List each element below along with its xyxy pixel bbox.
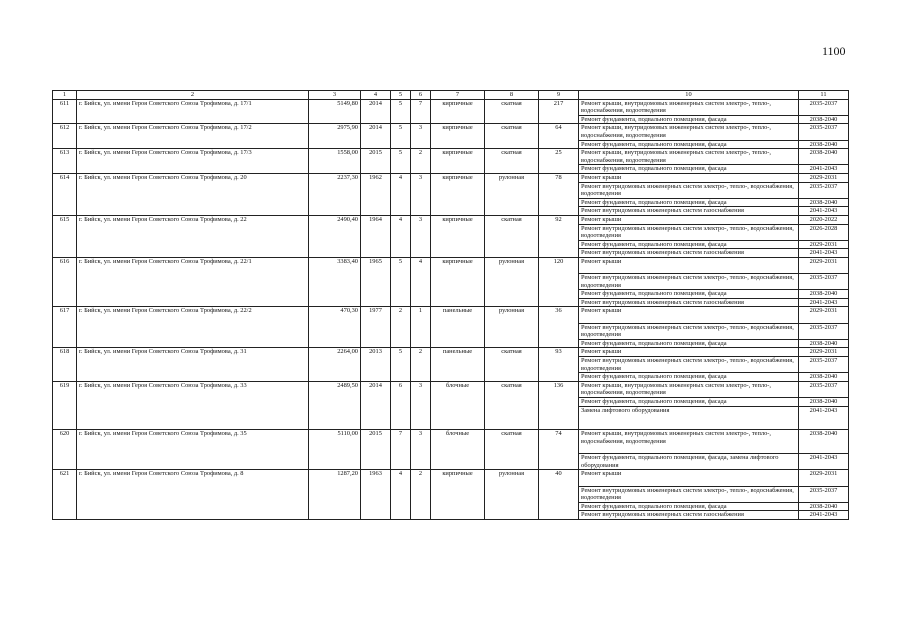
table-row bbox=[53, 470, 849, 486]
wall-material: кирпичные bbox=[431, 149, 485, 174]
build-year: 1977 bbox=[361, 307, 391, 348]
address: г. Бийск, ул. имени Героя Советского Союза Трофимова, д. 31 bbox=[77, 348, 309, 381]
work-period: 2029-2031 bbox=[799, 307, 849, 323]
build-year: 2014 bbox=[361, 99, 391, 124]
work-period: 2041-2043 bbox=[799, 207, 849, 216]
address: г. Бийск, ул. имени Героя Советского Союза Трофимова, д. 22/1 bbox=[77, 257, 309, 307]
table-row bbox=[53, 215, 849, 224]
work-type: Ремонт крыши bbox=[579, 348, 799, 357]
total-area: 470,30 bbox=[309, 307, 361, 348]
work-type: Ремонт крыши, внутридомовых инженерных систем электро-, тепло-, водоснабжения, водоотведения bbox=[579, 381, 799, 397]
resident-count: 40 bbox=[539, 470, 579, 520]
work-period: 2026-2028 bbox=[799, 224, 849, 240]
work-type: Ремонт крыши bbox=[579, 173, 799, 182]
build-year: 1965 bbox=[361, 257, 391, 307]
entrance-count: 3 bbox=[411, 124, 431, 149]
work-period: 2038-2040 bbox=[799, 502, 849, 511]
work-type: Ремонт фундамента, подвального помещения, фасада bbox=[579, 339, 799, 348]
work-type: Ремонт внутридомовых инженерных систем газоснабжения bbox=[579, 298, 799, 307]
roof-type: рулонная bbox=[485, 307, 539, 348]
work-period: 2029-2031 bbox=[799, 470, 849, 486]
work-type: Ремонт внутридомовых инженерных систем электро-, тепло-, водоснабжения, водоотведения bbox=[579, 486, 799, 502]
floor-count: 5 bbox=[391, 149, 411, 174]
work-type: Ремонт внутридомовых инженерных систем электро-, тепло-, водоснабжения, водоотведения bbox=[579, 182, 799, 198]
work-period: 2038-2040 bbox=[799, 115, 849, 124]
roof-type: скатная bbox=[485, 124, 539, 149]
roof-type: рулонная bbox=[485, 257, 539, 307]
table-row bbox=[53, 173, 849, 182]
work-period: 2035-2037 bbox=[799, 99, 849, 115]
floor-count: 4 bbox=[391, 173, 411, 215]
wall-material: панельные bbox=[431, 307, 485, 348]
house-number: 616 bbox=[53, 257, 77, 307]
build-year: 2013 bbox=[361, 348, 391, 381]
table-row bbox=[53, 149, 849, 165]
house-number: 615 bbox=[53, 215, 77, 257]
total-area: 1287,20 bbox=[309, 470, 361, 520]
table-row bbox=[53, 257, 849, 273]
floor-count: 5 bbox=[391, 348, 411, 381]
floor-count: 5 bbox=[391, 124, 411, 149]
work-type: Ремонт крыши, внутридомовых инженерных систем электро-, тепло-, водоснабжения, водоотведения bbox=[579, 430, 799, 454]
column-header: 3 bbox=[309, 91, 361, 100]
work-period: 2038-2040 bbox=[799, 140, 849, 149]
house-number: 613 bbox=[53, 149, 77, 174]
total-area: 3383,40 bbox=[309, 257, 361, 307]
column-header: 9 bbox=[539, 91, 579, 100]
work-type: Ремонт фундамента, подвального помещения, фасада, замена лифтового оборудования bbox=[579, 454, 799, 470]
total-area: 1558,00 bbox=[309, 149, 361, 174]
wall-material: блочные bbox=[431, 430, 485, 470]
work-type: Замена лифтового оборудования bbox=[579, 406, 799, 430]
wall-material: панельные bbox=[431, 348, 485, 381]
entrance-count: 3 bbox=[411, 173, 431, 215]
work-type: Ремонт фундамента, подвального помещения, фасада bbox=[579, 115, 799, 124]
work-type: Ремонт крыши bbox=[579, 215, 799, 224]
floor-count: 2 bbox=[391, 307, 411, 348]
floor-count: 6 bbox=[391, 381, 411, 430]
work-period: 2029-2031 bbox=[799, 348, 849, 357]
column-header: 11 bbox=[799, 91, 849, 100]
work-period: 2038-2040 bbox=[799, 198, 849, 207]
column-header: 1 bbox=[53, 91, 77, 100]
total-area: 2264,00 bbox=[309, 348, 361, 381]
work-period: 2041-2043 bbox=[799, 298, 849, 307]
work-type: Ремонт внутридомовых инженерных систем газоснабжения bbox=[579, 249, 799, 258]
resident-count: 136 bbox=[539, 381, 579, 430]
address: г. Бийск, ул. имени Героя Советского Союза Трофимова, д. 33 bbox=[77, 381, 309, 430]
work-type: Ремонт внутридомовых инженерных систем электро-, тепло-, водоснабжения, водоотведения bbox=[579, 274, 799, 290]
column-number-row bbox=[53, 91, 849, 100]
entrance-count: 3 bbox=[411, 381, 431, 430]
wall-material: кирпичные bbox=[431, 470, 485, 520]
build-year: 2014 bbox=[361, 381, 391, 430]
address: г. Бийск, ул. имени Героя Советского Союза Трофимова, д. 8 bbox=[77, 470, 309, 520]
roof-type: скатная bbox=[485, 348, 539, 381]
table-row bbox=[53, 381, 849, 397]
resident-count: 74 bbox=[539, 430, 579, 470]
work-period: 2029-2031 bbox=[799, 173, 849, 182]
work-period: 2038-2040 bbox=[799, 339, 849, 348]
floor-count: 4 bbox=[391, 215, 411, 257]
house-number: 620 bbox=[53, 430, 77, 470]
work-period: 2020-2022 bbox=[799, 215, 849, 224]
work-period: 2035-2037 bbox=[799, 381, 849, 397]
work-period: 2038-2040 bbox=[799, 149, 849, 165]
column-header: 2 bbox=[77, 91, 309, 100]
house-number: 617 bbox=[53, 307, 77, 348]
total-area: 2237,30 bbox=[309, 173, 361, 215]
build-year: 1962 bbox=[361, 173, 391, 215]
work-type: Ремонт внутридомовых инженерных систем газоснабжения bbox=[579, 207, 799, 216]
address: г. Бийск, ул. имени Героя Советского Союза Трофимова, д. 17/1 bbox=[77, 99, 309, 124]
address: г. Бийск, ул. имени Героя Советского Союза Трофимова, д. 22 bbox=[77, 215, 309, 257]
address: г. Бийск, ул. имени Героя Советского Союза Трофимова, д. 20 bbox=[77, 173, 309, 215]
entrance-count: 4 bbox=[411, 257, 431, 307]
column-header: 6 bbox=[411, 91, 431, 100]
wall-material: блочные bbox=[431, 381, 485, 430]
work-period: 2035-2037 bbox=[799, 274, 849, 290]
total-area: 5149,80 bbox=[309, 99, 361, 124]
work-period: 2038-2040 bbox=[799, 373, 849, 382]
column-header: 7 bbox=[431, 91, 485, 100]
work-period: 2035-2037 bbox=[799, 357, 849, 373]
address: г. Бийск, ул. имени Героя Советского Союза Трофимова, д. 17/3 bbox=[77, 149, 309, 174]
roof-type: скатная bbox=[485, 99, 539, 124]
work-period: 2035-2037 bbox=[799, 486, 849, 502]
table-row bbox=[53, 348, 849, 357]
total-area: 2489,50 bbox=[309, 381, 361, 430]
column-header: 5 bbox=[391, 91, 411, 100]
work-type: Ремонт фундамента, подвального помещения, фасада bbox=[579, 290, 799, 299]
work-period: 2041-2043 bbox=[799, 249, 849, 258]
roof-type: скатная bbox=[485, 149, 539, 174]
work-type: Ремонт внутридомовых инженерных систем газоснабжения bbox=[579, 511, 799, 520]
house-number: 618 bbox=[53, 348, 77, 381]
work-period: 2035-2037 bbox=[799, 182, 849, 198]
work-period: 2029-2031 bbox=[799, 257, 849, 273]
address: г. Бийск, ул. имени Героя Советского Союза Трофимова, д. 17/2 bbox=[77, 124, 309, 149]
work-type: Ремонт крыши, внутридомовых инженерных систем электро-, тепло-, водоснабжения, водоотведения bbox=[579, 124, 799, 140]
work-type: Ремонт крыши, внутридомовых инженерных систем электро-, тепло-, водоснабжения, водоотведения bbox=[579, 149, 799, 165]
resident-count: 92 bbox=[539, 215, 579, 257]
column-header: 10 bbox=[579, 91, 799, 100]
work-type: Ремонт фундамента, подвального помещения, фасада bbox=[579, 240, 799, 249]
resident-count: 217 bbox=[539, 99, 579, 124]
floor-count: 5 bbox=[391, 99, 411, 124]
build-year: 1964 bbox=[361, 215, 391, 257]
house-number: 612 bbox=[53, 124, 77, 149]
roof-type: скатная bbox=[485, 215, 539, 257]
work-type: Ремонт фундамента, подвального помещения, фасада bbox=[579, 397, 799, 406]
build-year: 2015 bbox=[361, 149, 391, 174]
total-area: 2490,40 bbox=[309, 215, 361, 257]
resident-count: 36 bbox=[539, 307, 579, 348]
work-type: Ремонт фундамента, подвального помещения, фасада bbox=[579, 140, 799, 149]
table-row bbox=[53, 99, 849, 115]
page-number: 1100 bbox=[822, 44, 846, 58]
build-year: 2015 bbox=[361, 430, 391, 470]
column-header: 4 bbox=[361, 91, 391, 100]
roof-type: скатная bbox=[485, 381, 539, 430]
work-type: Ремонт крыши bbox=[579, 257, 799, 273]
work-period: 2041-2043 bbox=[799, 165, 849, 174]
house-number: 614 bbox=[53, 173, 77, 215]
resident-count: 93 bbox=[539, 348, 579, 381]
entrance-count: 2 bbox=[411, 470, 431, 520]
entrance-count: 3 bbox=[411, 430, 431, 470]
roof-type: скатная bbox=[485, 430, 539, 470]
work-period: 2035-2037 bbox=[799, 124, 849, 140]
house-number: 621 bbox=[53, 470, 77, 520]
work-period: 2038-2040 bbox=[799, 290, 849, 299]
entrance-count: 2 bbox=[411, 149, 431, 174]
work-type: Ремонт фундамента, подвального помещения, фасада bbox=[579, 502, 799, 511]
work-period: 2041-2043 bbox=[799, 406, 849, 430]
work-type: Ремонт фундамента, подвального помещения, фасада bbox=[579, 198, 799, 207]
wall-material: кирпичные bbox=[431, 124, 485, 149]
column-header: 8 bbox=[485, 91, 539, 100]
entrance-count: 2 bbox=[411, 348, 431, 381]
work-type: Ремонт внутридомовых инженерных систем электро-, тепло-, водоснабжения, водоотведения bbox=[579, 323, 799, 339]
build-year: 2014 bbox=[361, 124, 391, 149]
table-row bbox=[53, 430, 849, 454]
work-type: Ремонт фундамента, подвального помещения, фасада bbox=[579, 373, 799, 382]
resident-count: 78 bbox=[539, 173, 579, 215]
floor-count: 4 bbox=[391, 470, 411, 520]
wall-material: кирпичные bbox=[431, 99, 485, 124]
wall-material: кирпичные bbox=[431, 257, 485, 307]
work-period: 2038-2040 bbox=[799, 397, 849, 406]
table-row bbox=[53, 307, 849, 323]
total-area: 2975,90 bbox=[309, 124, 361, 149]
table-row bbox=[53, 124, 849, 140]
work-type: Ремонт крыши, внутридомовых инженерных систем электро-, тепло-, водоснабжения, водоотведения bbox=[579, 99, 799, 115]
work-period: 2038-2040 bbox=[799, 430, 849, 454]
entrance-count: 3 bbox=[411, 215, 431, 257]
work-period: 2041-2043 bbox=[799, 511, 849, 520]
total-area: 5110,00 bbox=[309, 430, 361, 470]
roof-type: рулонная bbox=[485, 173, 539, 215]
table-body bbox=[53, 91, 849, 520]
repair-register-table bbox=[52, 90, 849, 520]
address: г. Бийск, ул. имени Героя Советского Союза Трофимова, д. 35 bbox=[77, 430, 309, 470]
work-type: Ремонт внутридомовых инженерных систем электро-, тепло-, водоснабжения, водоотведения bbox=[579, 224, 799, 240]
wall-material: кирпичные bbox=[431, 215, 485, 257]
resident-count: 64 bbox=[539, 124, 579, 149]
entrance-count: 1 bbox=[411, 307, 431, 348]
house-number: 619 bbox=[53, 381, 77, 430]
build-year: 1963 bbox=[361, 470, 391, 520]
work-period: 2029-2031 bbox=[799, 240, 849, 249]
roof-type: рулонная bbox=[485, 470, 539, 520]
resident-count: 25 bbox=[539, 149, 579, 174]
floor-count: 7 bbox=[391, 430, 411, 470]
work-type: Ремонт внутридомовых инженерных систем электро-, тепло-, водоснабжения, водоотведения bbox=[579, 357, 799, 373]
resident-count: 120 bbox=[539, 257, 579, 307]
work-type: Ремонт крыши bbox=[579, 470, 799, 486]
wall-material: кирпичные bbox=[431, 173, 485, 215]
house-number: 611 bbox=[53, 99, 77, 124]
address: г. Бийск, ул. имени Героя Советского Союза Трофимова, д. 22/2 bbox=[77, 307, 309, 348]
work-period: 2035-2037 bbox=[799, 323, 849, 339]
work-type: Ремонт крыши bbox=[579, 307, 799, 323]
entrance-count: 7 bbox=[411, 99, 431, 124]
work-type: Ремонт фундамента, подвального помещения, фасада bbox=[579, 165, 799, 174]
floor-count: 5 bbox=[391, 257, 411, 307]
work-period: 2041-2043 bbox=[799, 454, 849, 470]
